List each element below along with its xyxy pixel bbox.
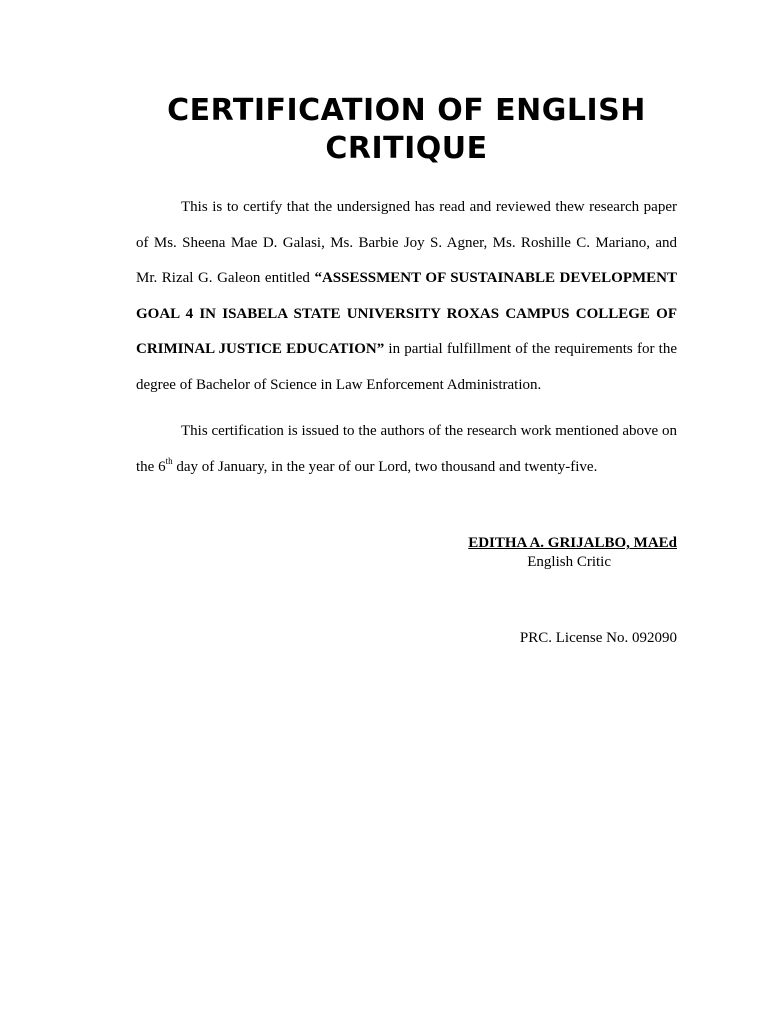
issuance-paragraph <box>136 414 677 485</box>
paragraph-closing: in partial fulfillment of the requirements for the degree of Bachelor of Science in Law Enforcement Administration. <box>136 341 678 393</box>
paragraph-intro: This is to certify that the undersigned has read and reviewed thew research paper of Ms. Sheena Mae D. Galasi, Ms. Barbie Joy S. Agner, Ms. Roshille C. Mariano, and Mr. Rizal G. Galeon entitled <box>136 199 677 287</box>
license-number: PRC. License No. 092090 <box>519 630 677 646</box>
issuance-text: This certification is issued to the authors of the research work mentioned above on the 6 <box>136 423 677 475</box>
research-title: “ASSESSMENT OF SUSTAINABLE DEVELOPMENT GOAL 4 IN ISABELA STATE UNIVERSITY ROXAS CAMPUS COLLEGE OF CRIMINAL JUSTICE EDUCATION” <box>136 270 677 358</box>
signatory-name: EDITHA A. GRIJALBO, MAEd <box>468 535 677 551</box>
signature-block <box>400 533 677 571</box>
day-ordinal-suffix: th <box>165 455 173 466</box>
page-title: CERTIFICATION OF ENGLISH CRITIQUE <box>167 93 646 166</box>
issuance-date-text: day of January, in the year of our Lord, two thousand and twenty-five. <box>172 458 598 475</box>
certification-paragraph <box>136 190 677 404</box>
signatory-role: English Critic <box>527 554 611 570</box>
